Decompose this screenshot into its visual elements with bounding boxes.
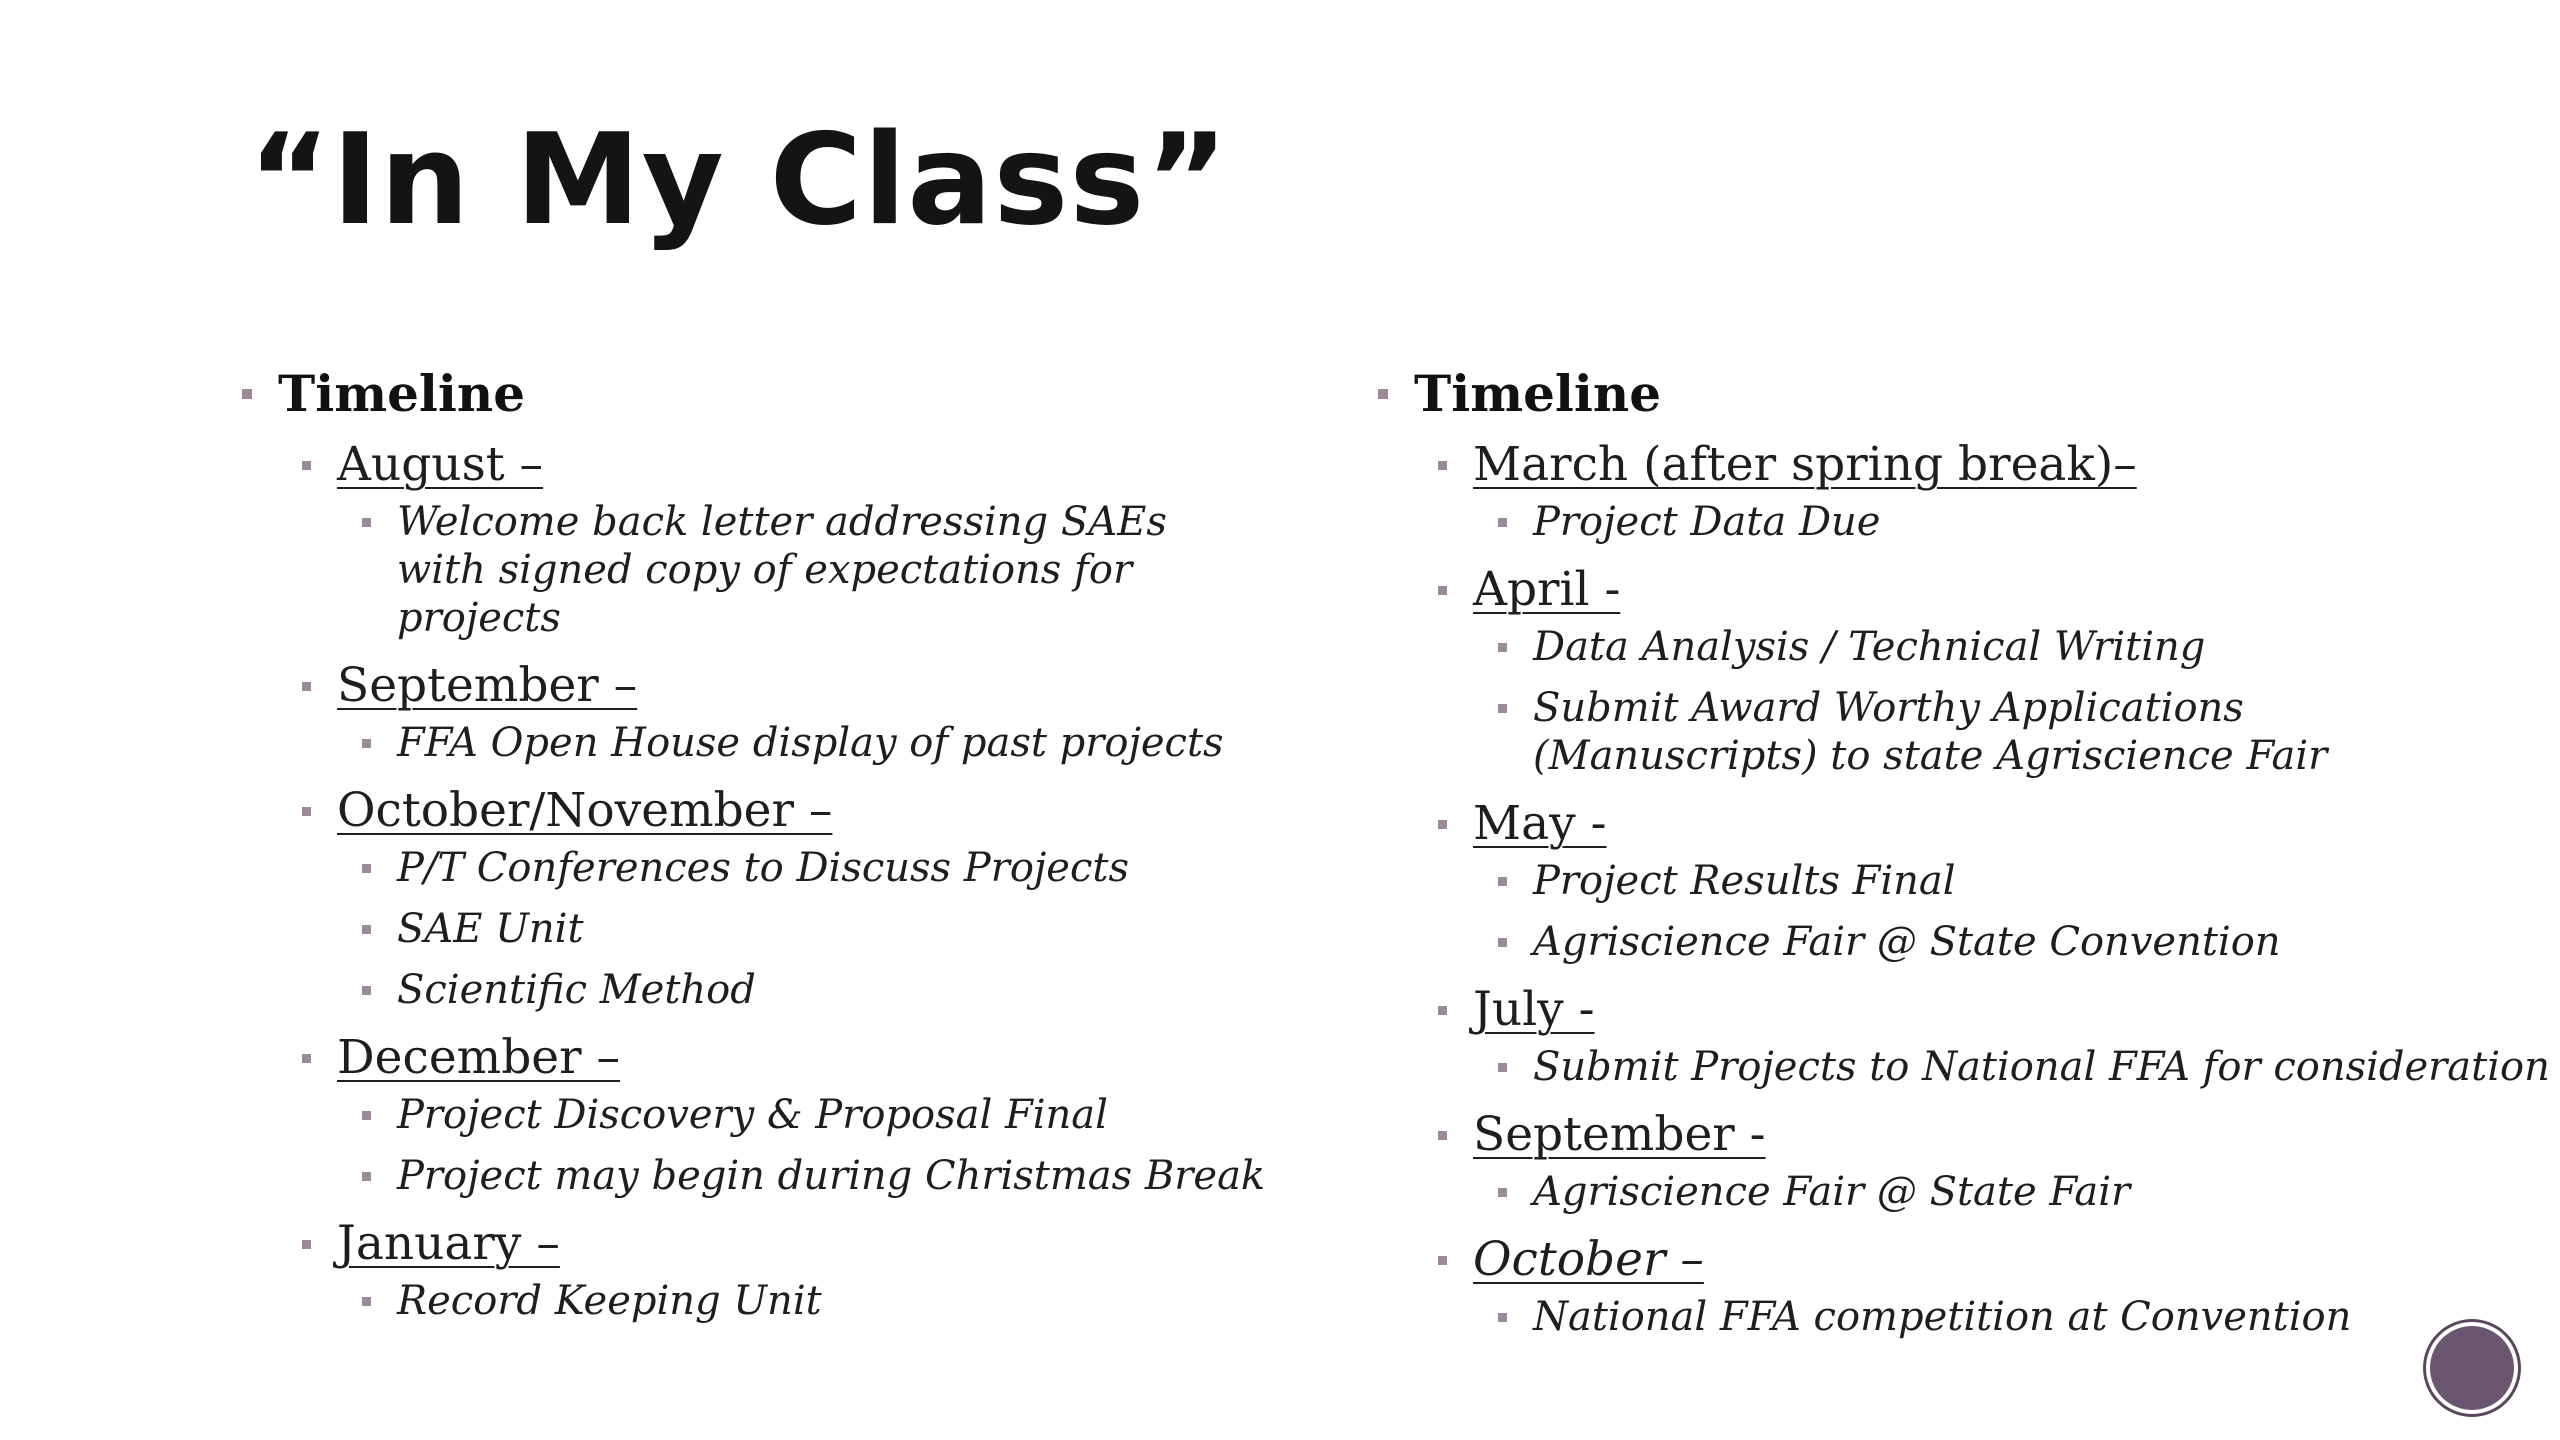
- month-label: April -: [1473, 562, 1621, 617]
- month-group-march: [1378, 434, 2548, 546]
- list-item-text: Project Discovery & Proposal Final: [397, 1092, 1108, 1138]
- month-group-october-november: [242, 780, 1322, 1014]
- bullet-icon: [302, 461, 311, 470]
- list-item-text: Project Results Final: [1533, 858, 1956, 904]
- month-label: March (after spring break)–: [1473, 437, 2137, 492]
- list-item-text: Data Analysis / Technical Writing: [1533, 624, 2206, 670]
- bullet-icon: [1498, 704, 1507, 713]
- month-label: December –: [337, 1030, 621, 1085]
- month-label: October –: [1473, 1232, 1704, 1287]
- month-group-january: [242, 1213, 1322, 1325]
- list-item: [1498, 623, 2548, 671]
- bullet-icon: [362, 986, 371, 995]
- bullet-icon: [1438, 461, 1447, 470]
- slide-title: “In My Class”: [248, 106, 1230, 253]
- month-label: July -: [1473, 982, 1595, 1037]
- month-group-july: [1378, 979, 2548, 1091]
- timeline-heading: [242, 362, 1322, 426]
- bullet-icon: [1438, 586, 1447, 595]
- bullet-icon: [1438, 1006, 1447, 1015]
- list-item: [362, 1091, 1322, 1139]
- month-heading: [302, 655, 1322, 717]
- month-group-september-right: [1378, 1104, 2548, 1216]
- list-item-text: Record Keeping Unit: [397, 1278, 822, 1324]
- list-item-text: Agriscience Fair @ State Convention: [1533, 919, 2281, 965]
- month-label: January –: [337, 1216, 560, 1271]
- list-item-text: Project may begin during Christmas Break: [397, 1153, 1266, 1199]
- right-timeline-column: [1378, 362, 2548, 1354]
- list-item: [362, 966, 1322, 1014]
- list-item: [362, 1152, 1322, 1200]
- bullet-icon: [1438, 1256, 1447, 1265]
- bullet-icon: [302, 682, 311, 691]
- list-item: [362, 719, 1322, 767]
- month-group-september: [242, 655, 1322, 767]
- list-item-text: P/T Conferences to Discuss Projects: [397, 845, 1129, 891]
- month-heading: [302, 434, 1322, 496]
- bullet-icon: [362, 925, 371, 934]
- list-item: [1498, 918, 2548, 966]
- list-item-text: FFA Open House display of past projects: [397, 720, 1224, 766]
- bullet-icon: [1498, 1188, 1507, 1197]
- month-heading: [302, 1027, 1322, 1089]
- timeline-heading: [1378, 362, 2548, 426]
- list-item: [362, 844, 1322, 892]
- month-label: September –: [337, 658, 638, 713]
- slide-nav-button[interactable]: [2426, 1322, 2518, 1414]
- bullet-icon: [302, 807, 311, 816]
- month-heading: [302, 780, 1322, 842]
- bullet-icon: [362, 1297, 371, 1306]
- list-item: [362, 905, 1322, 953]
- left-timeline-column: [242, 362, 1322, 1338]
- list-item: [1498, 1043, 2548, 1091]
- month-label: September -: [1473, 1107, 1766, 1162]
- bullet-icon: [1498, 938, 1507, 947]
- bullet-icon: [362, 1111, 371, 1120]
- timeline-heading-label: Timeline: [1414, 364, 1662, 423]
- list-item-text: Agriscience Fair @ State Fair: [1533, 1169, 2131, 1215]
- month-heading: [1438, 793, 2548, 855]
- bullet-icon: [1498, 877, 1507, 886]
- month-group-december: [242, 1027, 1322, 1200]
- bullet-icon: [362, 518, 371, 527]
- month-group-august: [242, 434, 1322, 642]
- bullet-icon: [362, 739, 371, 748]
- month-label: May -: [1473, 796, 1607, 851]
- bullet-icon: [1438, 820, 1447, 829]
- month-heading: [1438, 1104, 2548, 1166]
- month-heading: [1438, 559, 2548, 621]
- list-item: [362, 1277, 1322, 1325]
- month-group-may: [1378, 793, 2548, 966]
- bullet-icon: [1378, 389, 1388, 399]
- month-heading: [1438, 979, 2548, 1041]
- bullet-icon: [362, 1172, 371, 1181]
- list-item: [1498, 857, 2548, 905]
- list-item: [1498, 498, 2548, 546]
- bullet-icon: [302, 1240, 311, 1249]
- list-item-text: Scientific Method: [397, 967, 756, 1013]
- month-label: October/November –: [337, 783, 833, 838]
- month-group-october: [1378, 1229, 2548, 1341]
- month-group-april: [1378, 559, 2548, 780]
- month-heading: [1438, 434, 2548, 496]
- list-item: [1498, 1168, 2548, 1216]
- month-heading: [1438, 1229, 2548, 1291]
- list-item: [1498, 1293, 2548, 1341]
- month-heading: [302, 1213, 1322, 1275]
- list-item-text: SAE Unit: [397, 906, 584, 952]
- bullet-icon: [1498, 643, 1507, 652]
- list-item-text: Submit Award Worthy Applications (Manuscripts) to state Agriscience Fair: [1533, 685, 2328, 779]
- bullet-icon: [1498, 518, 1507, 527]
- bullet-icon: [242, 389, 252, 399]
- timeline-heading-label: Timeline: [278, 364, 526, 423]
- month-label: August –: [337, 437, 544, 492]
- list-item-text: Welcome back letter addressing SAEs with signed copy of expectations for projects: [397, 499, 1167, 641]
- bullet-icon: [1498, 1063, 1507, 1072]
- list-item-text: Project Data Due: [1533, 499, 1881, 545]
- bullet-icon: [1498, 1313, 1507, 1322]
- bullet-icon: [362, 864, 371, 873]
- list-item-text: Submit Projects to National FFA for consideration: [1533, 1044, 2550, 1090]
- bullet-icon: [302, 1054, 311, 1063]
- list-item: [1498, 684, 2548, 780]
- list-item-text: National FFA competition at Convention: [1533, 1294, 2352, 1340]
- bullet-icon: [1438, 1131, 1447, 1140]
- list-item: [362, 498, 1322, 642]
